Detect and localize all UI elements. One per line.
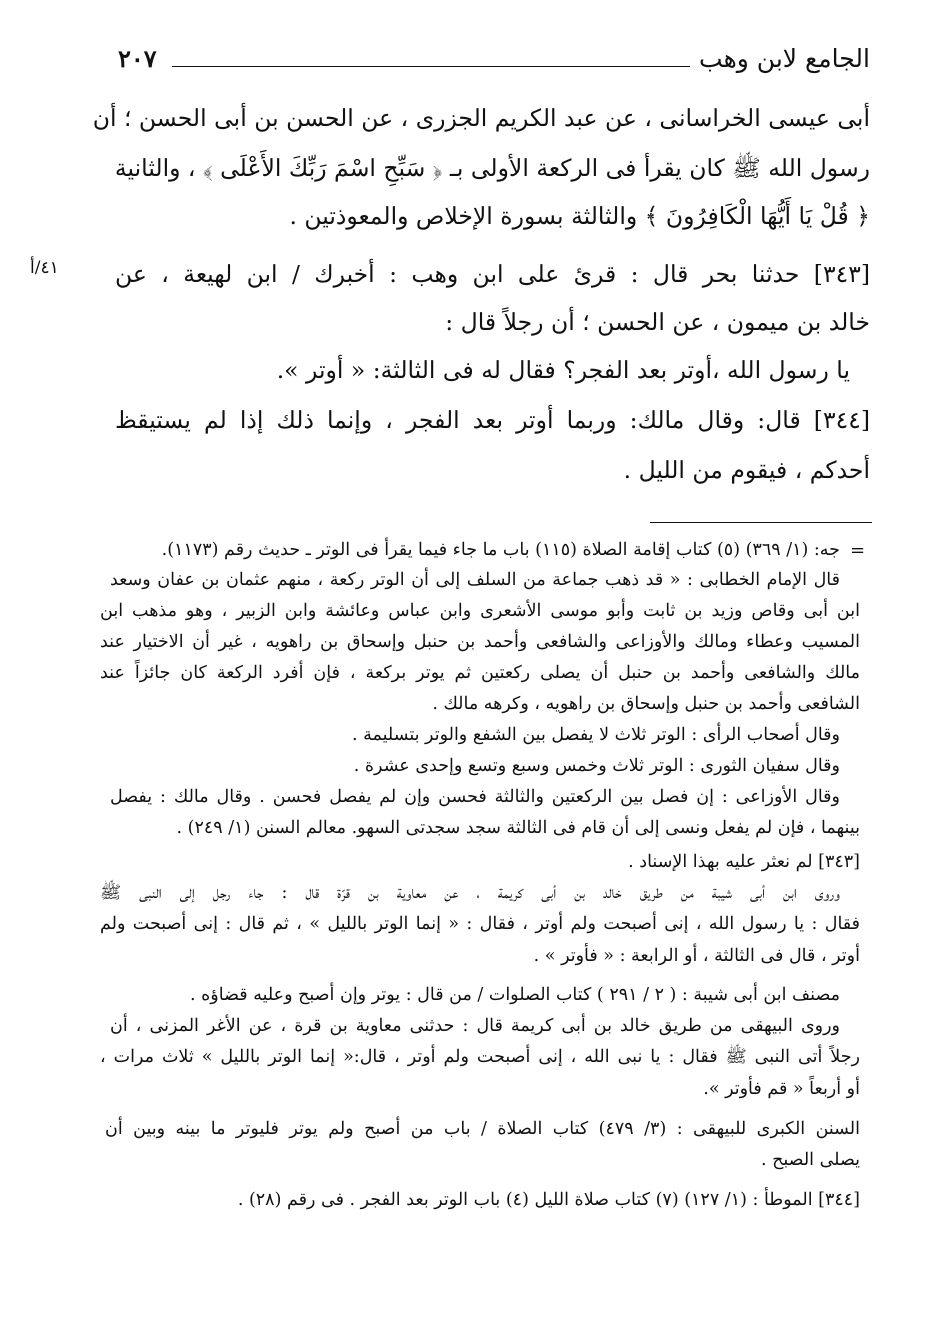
- footnote-line: وروى البيهقى من طريق خالد بن أبى كريمة قال : حدثنى معاوية بن قرة ، عن الأغر المزنى ، أن: [110, 1016, 840, 1036]
- footnote-line: يصلى الصبح .: [760, 1150, 860, 1170]
- body-line: أبى عيسى الخراسانى ، عن عبد الكريم الجزرى ، عن الحسن بن أبى الحسن ؛ أن: [92, 104, 870, 132]
- footnote-separator: [650, 522, 872, 523]
- footnote-line: جه: (١/ ٣٦٩) (٥) كتاب إقامة الصلاة (١١٥) باب ما جاء فيما يقرأ فى الوتر ـ حديث رقم (١١٧٣).: [161, 540, 840, 560]
- footnote-line: مالك والشافعى وأحمد بن حنبل أن يصلى ركعتين ثم يوتر بركعة ، فإن أفرد الركعة كان جائزاً عند: [100, 663, 860, 683]
- footnote-continuation-mark: =: [850, 540, 866, 561]
- body-line: [٣٤٣] حدثنا بحر قال : قرئ على ابن وهب : أخبرك / ابن لهيعة ، عن: [115, 260, 870, 288]
- footnote-line: ابن أبى وقاص وزيد بن ثابت وأبو موسى الأشعرى وابن عباس وعائشة وابن الزبير ، وهو مذهب ابن: [100, 601, 860, 621]
- page-number: ٢٠٧: [118, 44, 157, 73]
- body-line: [٣٤٤] قال: وقال مالك: وربما أوتر بعد الفجر ، وإنما ذلك إذا لم يستيقظ: [115, 406, 870, 434]
- footnote-line: رجلاً أتى النبى ﷺ فقال : يا نبى الله ، إنى أصبحت ولم أوتر ، قال:« إنما الوتر بالليل » ثلاث مرات ،: [100, 1047, 860, 1067]
- footnote-line: الشافعى وأحمد بن حنبل وإسحاق بن راهويه ، وكرهه مالك .: [432, 694, 860, 714]
- body-line: ﴿ قُلْ يَا أَيُّهَا الْكَافِرُونَ ﴾ والثالثة بسورة الإخلاص والمعوذتين .: [289, 202, 870, 230]
- footnote-line: [٣٤٤] الموطأ : (١/ ١٢٧) (٧) كتاب صلاة الليل (٤) باب الوتر بعد الفجر . فى رقم (٢٨) .: [237, 1190, 860, 1210]
- running-header: [110, 44, 870, 84]
- footnote-line: وقال سفيان الثورى : الوتر ثلاث وخمس وسبع وتسع وإحدى عشرة .: [353, 756, 840, 776]
- footnote-line: قال الإمام الخطابى : « قد ذهب جماعة من السلف إلى أن الوتر ركعة ، منهم عثمان بن عفان وسعد: [110, 570, 840, 590]
- footnote-line: وروى ابن أبى شيبة من طريق خالد بن أبى كريمة ، عن معاوية بن قرّة قال : جاء رجل إلى النبى ﷺ: [100, 883, 840, 903]
- body-line: خالد بن ميمون ، عن الحسن ؛ أن رجلاً قال :: [445, 308, 870, 336]
- footnote-line: أوتر ، قال فى الثالثة ، أو الرابعة : « فأوتر » .: [533, 946, 860, 966]
- footnote-line: المسيب وعطاء ومالك والأوزاعى والشافعى وأحمد بن حنبل وإسحاق بن راهويه ، غير أن الاختيار عند: [100, 632, 860, 652]
- margin-folio-note: ٤١/أ: [30, 258, 59, 278]
- footnote-line: السنن الكبرى للبيهقى : (٣/ ٤٧٩) كتاب الصلاة / باب من أصبح ولم يوتر فليوتر ما بينه وبين أن: [105, 1119, 860, 1139]
- footnote-line: وقال أصحاب الرأى : الوتر ثلاث لا يفصل بين الشفع والوتر بتسليمة .: [352, 725, 840, 745]
- header-rule: [172, 66, 690, 67]
- body-line: رسول الله ﷺ كان يقرأ فى الركعة الأولى بـ ﴿ سَبِّحِ اسْمَ رَبِّكَ الأَعْلَى ﴾ ، والثانية: [114, 154, 870, 182]
- footnote-line: فقال : يا رسول الله ، إنى أصبحت ولم أوتر ، فقال : « إنما الوتر بالليل » ، ثم قال : إنى أصبحت ولم: [100, 914, 860, 934]
- body-line: أحدكم ، فيقوم من الليل .: [623, 456, 870, 484]
- footnote-line: أو أربعاً « قم فأوتر ».: [703, 1079, 860, 1099]
- footnote-line: وقال الأوزاعى : إن فصل بين الركعتين والثالثة فحسن وإن لم يفصل فحسن . وقال مالك : يفصل: [110, 787, 840, 807]
- footnote-line: بينهما ، فإن لم يفعل ونسى إلى أن قام فى الثالثة سجد سجدتى السهو. معالم السنن (١/ ٢٤٩) .: [176, 818, 860, 838]
- running-title: الجامع لابن وهب: [699, 44, 870, 73]
- footnote-line: [٣٤٣] لم نعثر عليه بهذا الإسناد .: [628, 852, 860, 872]
- footnote-line: مصنف ابن أبى شيبة : ( ٢ / ٢٩١ ) كتاب الصلوات / من قال : يوتر وإن أصبح وعليه قضاؤه .: [190, 985, 840, 1005]
- body-line: يا رسول الله ،أوتر بعد الفجر؟ فقال له فى الثالثة: « أوتر ».: [276, 356, 850, 384]
